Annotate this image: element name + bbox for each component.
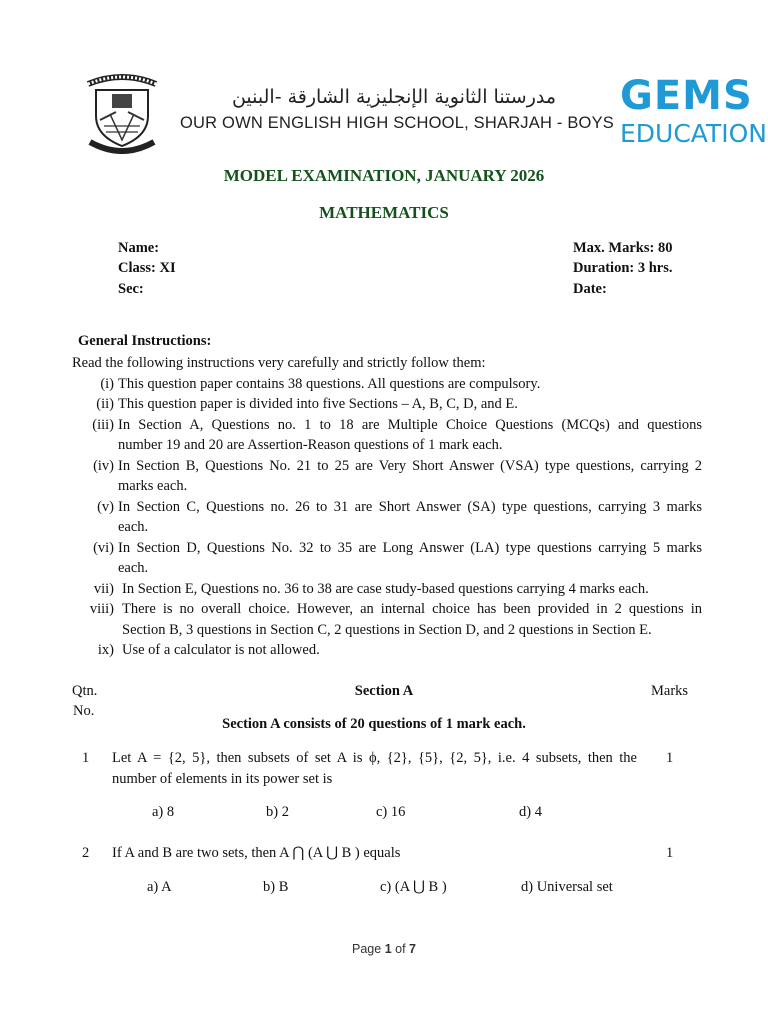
option-a[interactable]: a) 8: [152, 804, 175, 820]
question-number-header: Qtn.: [72, 683, 98, 699]
class-label: Class: XI: [118, 260, 176, 276]
instruction-number: (v): [97, 498, 114, 515]
instruction-text-cont: Section B, 3 questions in Section C, 2 questions in Section D, and 2 questions in Section E.: [122, 621, 652, 638]
option-c[interactable]: c) 16: [376, 804, 406, 820]
instruction-item: [72, 374, 702, 395]
total-pages: 7: [409, 942, 416, 956]
instruction-text: In Section D, Questions No. 32 to 35 are Long Answer (LA) type questions carrying 5 marks: [118, 539, 702, 556]
option-b[interactable]: b) B: [263, 879, 289, 895]
gems-logo-text: GEMS: [620, 73, 753, 119]
instruction-item: [72, 394, 702, 415]
instruction-number: viii): [89, 601, 114, 617]
instruction-text: This question paper contains 38 questions. All questions are compulsory.: [118, 375, 541, 392]
instruction-text: Use of a calculator is not allowed.: [122, 642, 320, 658]
page-word: Page: [352, 942, 385, 956]
name-label: Name:: [118, 240, 160, 256]
instruction-item: [72, 415, 702, 436]
marks-header: Marks: [651, 683, 689, 699]
max-marks: Max. Marks: 80: [573, 240, 673, 256]
question-text-cont: number of elements in its power set is: [112, 771, 333, 787]
instruction-item: [72, 599, 702, 620]
section-title: Section A: [354, 683, 414, 699]
option-d[interactable]: d) Universal set: [521, 879, 613, 895]
instruction-number: ix): [97, 642, 114, 658]
instruction-text: This question paper is divided into five Sections – A, B, C, D, and E.: [118, 396, 518, 412]
instructions-intro: Read the following instructions very carefully and strictly follow them:: [72, 355, 486, 371]
instruction-text: In Section C, Questions no. 26 to 31 are Short Answer (SA) type questions, carrying 3 marks: [118, 498, 702, 515]
instruction-item: [72, 456, 702, 477]
instruction-text: In Section B, Questions No. 21 to 25 are Very Short Answer (VSA) type questions, carrying 2: [118, 457, 702, 474]
option-c[interactable]: c) (A ⋃ B ): [380, 879, 447, 895]
instruction-number: (iii): [92, 416, 114, 433]
question-marks: 1: [666, 845, 674, 861]
instruction-number: (ii): [96, 396, 114, 412]
instruction-text-cont: marks each.: [118, 478, 188, 494]
date-label: Date:: [573, 281, 607, 297]
subject-title: MATHEMATICS: [319, 203, 449, 222]
instruction-number: vii): [93, 580, 114, 597]
instruction-text: There is no overall choice. However, an internal choice has been provided in 2 questions in: [122, 601, 702, 617]
instructions-block: [72, 353, 702, 661]
question-number-header-no: No.: [73, 703, 95, 719]
instruction-number: (vi): [93, 539, 114, 556]
exam-title: MODEL EXAMINATION, JANUARY 2026: [223, 166, 545, 185]
education-logo-text: EDUCATION: [620, 119, 767, 148]
question-text: Let A = {2, 5}, then subsets of set A is ϕ, {2}, {5}, {2, 5}, i.e. 4 subsets, then the: [112, 750, 637, 766]
school-name: OUR OWN ENGLISH HIGH SCHOOL, SHARJAH - BOYS: [180, 114, 614, 132]
instruction-number: (iv): [93, 457, 114, 474]
section-label: Sec:: [118, 281, 144, 297]
page-footer: [0, 942, 768, 956]
instruction-item: [72, 640, 702, 661]
question-text: If A and B are two sets, then A ⋂ (A ⋃ B ) equals: [112, 845, 401, 861]
instruction-text-cont: each.: [118, 519, 149, 535]
of-word: of: [391, 942, 410, 956]
school-name-arabic: مدرستنا الثانوية الإنجليزية الشارقة -البنين: [231, 86, 557, 108]
question-marks: 1: [666, 750, 674, 766]
instruction-item: [72, 538, 702, 559]
current-page: 1: [384, 942, 392, 956]
instruction-item: [72, 497, 702, 518]
duration: Duration: 3 hrs.: [573, 260, 673, 276]
instruction-text-cont: number 19 and 20 are Assertion-Reason questions of 1 mark each.: [118, 437, 503, 453]
option-a[interactable]: a) A: [147, 879, 172, 895]
section-description: Section A consists of 20 questions of 1 mark each.: [222, 716, 526, 732]
instructions-heading: General Instructions:: [78, 333, 212, 349]
instruction-item: [72, 579, 702, 600]
school-crest-logo: [82, 70, 162, 154]
instruction-text: In Section A, Questions no. 1 to 18 are Multiple Choice Questions (MCQs) and questions: [118, 416, 702, 433]
question-number: 2: [82, 845, 90, 861]
instruction-number: (i): [100, 375, 114, 392]
instruction-text: In Section E, Questions no. 36 to 38 are case study-based questions carrying 4 marks each.: [122, 580, 649, 597]
option-d[interactable]: d) 4: [519, 804, 542, 820]
question-number: 1: [82, 750, 90, 766]
instruction-text-cont: each.: [118, 560, 149, 576]
option-b[interactable]: b) 2: [266, 804, 289, 820]
